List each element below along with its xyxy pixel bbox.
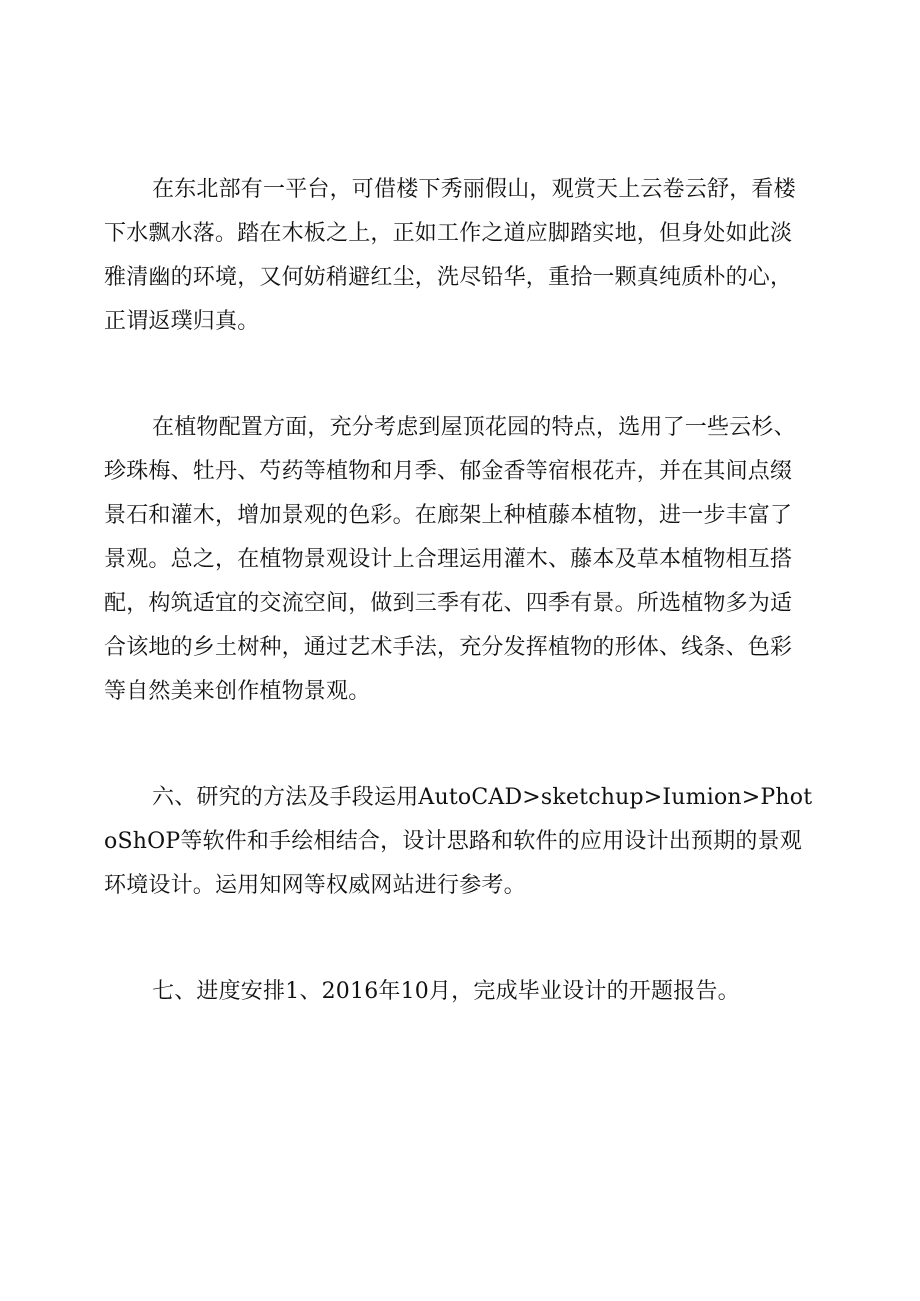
- paragraph-research-methods: 六、研究的方法及手段运用AutoCAD>sketchup>Iumion>PhotoShOP等软件和手绘相结合，设计思路和软件的应用设计出预期的景观环境设计。运用知网等权威网站进行参考。: [104, 785, 813, 898]
- paragraph-schedule: 七、进度安排1、2016年10月，完成毕业设计的开题报告。: [152, 979, 740, 1004]
- paragraph-platform-description: 在东北部有一平台，可借楼下秀丽假山，观赏天上云卷云舒，看楼下水飘水落。踏在木板之上，正如工作之道应脚踏实地，但身处如此淡雅清幽的环境，又何妨稍避红尘，洗尽铅华，重拾一颗真纯质朴的心，正谓返璞归真。: [104, 177, 796, 334]
- document-body: [104, 168, 814, 1014]
- paragraph-plant-configuration: 在植物配置方面，充分考虑到屋顶花园的特点，选用了一些云杉、珍珠梅、牡丹、芍药等植物和月季、郁金香等宿根花卉，并在其间点缀景石和灌木，增加景观的色彩。在廊架上种植藤本植物，进一步丰富了景观。总之，在植物景观设计上合理运用灌木、藤本及草本植物相互搭配，构筑适宜的交流空间，做到三季有花、四季有景。所选植物多为适合该地的乡土树种，通过艺术手法，充分发挥植物的形体、线条、色彩等自然美来创作植物景观。: [104, 415, 796, 704]
